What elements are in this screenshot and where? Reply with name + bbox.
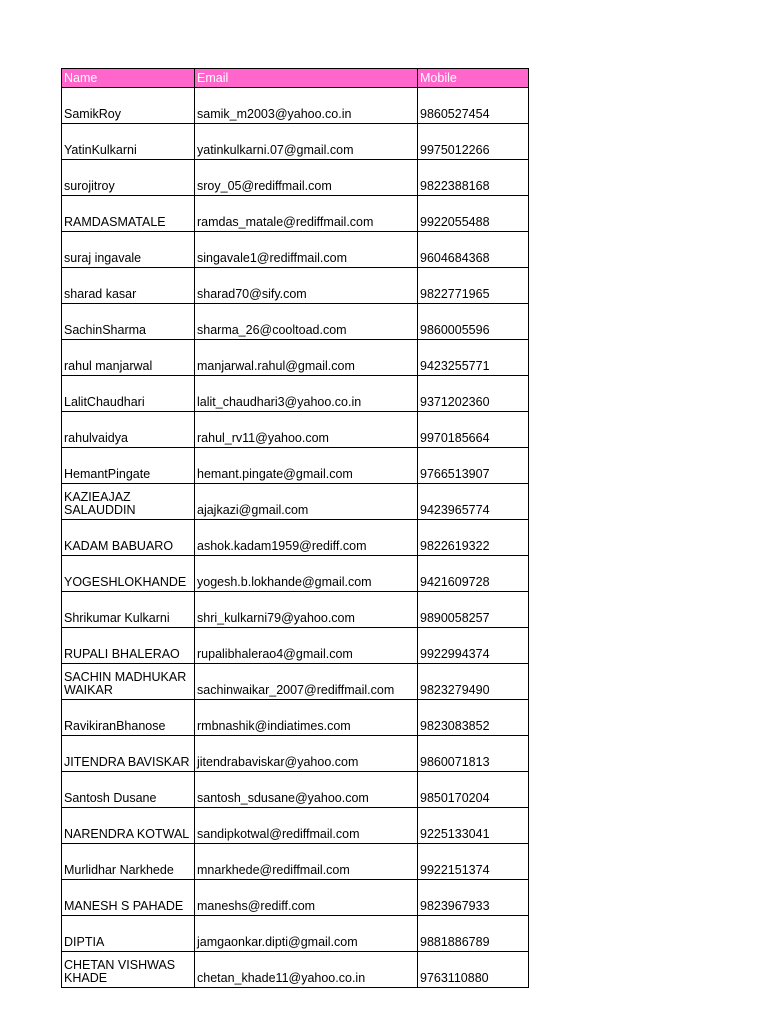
table-body xyxy=(62,88,529,988)
name-cell: HemantPingate xyxy=(62,448,195,484)
email-cell: hemant.pingate@gmail.com xyxy=(195,448,418,484)
table-row xyxy=(62,736,529,772)
name-cell: rahulvaidya xyxy=(62,412,195,448)
name-cell: LalitChaudhari xyxy=(62,376,195,412)
mobile-cell: 9763110880 xyxy=(418,952,529,988)
email-cell: ajajkazi@gmail.com xyxy=(195,484,418,520)
name-cell: suraj ingavale xyxy=(62,232,195,268)
table-row xyxy=(62,952,529,988)
table-row xyxy=(62,232,529,268)
table-row xyxy=(62,556,529,592)
mobile-cell: 9822619322 xyxy=(418,520,529,556)
email-cell: singavale1@rediffmail.com xyxy=(195,232,418,268)
mobile-cell: 9423965774 xyxy=(418,484,529,520)
table-row xyxy=(62,412,529,448)
name-cell: JITENDRA BAVISKAR xyxy=(62,736,195,772)
email-cell: sharma_26@cooltoad.com xyxy=(195,304,418,340)
mobile-cell: 9766513907 xyxy=(418,448,529,484)
header-row xyxy=(62,69,529,88)
table-row xyxy=(62,628,529,664)
mobile-cell: 9860527454 xyxy=(418,88,529,124)
email-cell: maneshs@rediff.com xyxy=(195,880,418,916)
email-cell: lalit_chaudhari3@yahoo.co.in xyxy=(195,376,418,412)
email-cell: sharad70@sify.com xyxy=(195,268,418,304)
mobile-cell: 9421609728 xyxy=(418,556,529,592)
email-cell: mnarkhede@rediffmail.com xyxy=(195,844,418,880)
name-cell: RAMDASMATALE xyxy=(62,196,195,232)
email-cell: yogesh.b.lokhande@gmail.com xyxy=(195,556,418,592)
table-row xyxy=(62,880,529,916)
email-cell: sachinwaikar_2007@rediffmail.com xyxy=(195,664,418,700)
name-cell: sharad kasar xyxy=(62,268,195,304)
name-cell: rahul manjarwal xyxy=(62,340,195,376)
name-cell: Santosh Dusane xyxy=(62,772,195,808)
column-header-mobile: Mobile xyxy=(418,69,529,88)
email-cell: jamgaonkar.dipti@gmail.com xyxy=(195,916,418,952)
table-row xyxy=(62,916,529,952)
table-row xyxy=(62,772,529,808)
table-row xyxy=(62,844,529,880)
email-cell: rupalibhalerao4@gmail.com xyxy=(195,628,418,664)
table-row xyxy=(62,664,529,700)
name-cell: SachinSharma xyxy=(62,304,195,340)
name-cell: MANESH S PAHADE xyxy=(62,880,195,916)
name-cell: KADAM BABUARO xyxy=(62,520,195,556)
mobile-cell: 9604684368 xyxy=(418,232,529,268)
name-cell: RUPALI BHALERAO xyxy=(62,628,195,664)
email-cell: santosh_sdusane@yahoo.com xyxy=(195,772,418,808)
mobile-cell: 9823083852 xyxy=(418,700,529,736)
name-cell: CHETAN VISHWAS KHADE xyxy=(62,952,195,988)
table-row xyxy=(62,88,529,124)
name-cell: NARENDRA KOTWAL xyxy=(62,808,195,844)
name-cell: RavikiranBhanose xyxy=(62,700,195,736)
mobile-cell: 9922151374 xyxy=(418,844,529,880)
table-row xyxy=(62,160,529,196)
email-cell: manjarwal.rahul@gmail.com xyxy=(195,340,418,376)
table-row xyxy=(62,196,529,232)
email-cell: rmbnashik@indiatimes.com xyxy=(195,700,418,736)
email-cell: ashok.kadam1959@rediff.com xyxy=(195,520,418,556)
mobile-cell: 9822388168 xyxy=(418,160,529,196)
mobile-cell: 9922055488 xyxy=(418,196,529,232)
name-cell: YatinKulkarni xyxy=(62,124,195,160)
mobile-cell: 9225133041 xyxy=(418,808,529,844)
column-header-name: Name xyxy=(62,69,195,88)
table-row xyxy=(62,124,529,160)
mobile-cell: 9970185664 xyxy=(418,412,529,448)
email-cell: rahul_rv11@yahoo.com xyxy=(195,412,418,448)
name-cell: KAZIEAJAZ SALAUDDIN xyxy=(62,484,195,520)
table-row xyxy=(62,484,529,520)
name-cell: surojitroy xyxy=(62,160,195,196)
mobile-cell: 9371202360 xyxy=(418,376,529,412)
mobile-cell: 9975012266 xyxy=(418,124,529,160)
mobile-cell: 9850170204 xyxy=(418,772,529,808)
email-cell: yatinkulkarni.07@gmail.com xyxy=(195,124,418,160)
name-cell: SACHIN MADHUKAR WAIKAR xyxy=(62,664,195,700)
mobile-cell: 9822771965 xyxy=(418,268,529,304)
name-cell: YOGESHLOKHANDE xyxy=(62,556,195,592)
table-row xyxy=(62,268,529,304)
column-header-email: Email xyxy=(195,69,418,88)
table-row xyxy=(62,808,529,844)
table-row xyxy=(62,700,529,736)
name-cell: SamikRoy xyxy=(62,88,195,124)
mobile-cell: 9823967933 xyxy=(418,880,529,916)
email-cell: sandipkotwal@rediffmail.com xyxy=(195,808,418,844)
table-row xyxy=(62,304,529,340)
name-cell: Murlidhar Narkhede xyxy=(62,844,195,880)
table-row xyxy=(62,448,529,484)
table-row xyxy=(62,520,529,556)
mobile-cell: 9823279490 xyxy=(418,664,529,700)
email-cell: ramdas_matale@rediffmail.com xyxy=(195,196,418,232)
mobile-cell: 9860005596 xyxy=(418,304,529,340)
email-cell: samik_m2003@yahoo.co.in xyxy=(195,88,418,124)
table-row xyxy=(62,592,529,628)
contact-table xyxy=(61,68,529,988)
name-cell: Shrikumar Kulkarni xyxy=(62,592,195,628)
table-row xyxy=(62,340,529,376)
mobile-cell: 9860071813 xyxy=(418,736,529,772)
email-cell: sroy_05@rediffmail.com xyxy=(195,160,418,196)
mobile-cell: 9922994374 xyxy=(418,628,529,664)
mobile-cell: 9890058257 xyxy=(418,592,529,628)
table-row xyxy=(62,376,529,412)
mobile-cell: 9423255771 xyxy=(418,340,529,376)
email-cell: chetan_khade11@yahoo.co.in xyxy=(195,952,418,988)
email-cell: shri_kulkarni79@yahoo.com xyxy=(195,592,418,628)
email-cell: jitendrabaviskar@yahoo.com xyxy=(195,736,418,772)
name-cell: DIPTIA xyxy=(62,916,195,952)
mobile-cell: 9881886789 xyxy=(418,916,529,952)
